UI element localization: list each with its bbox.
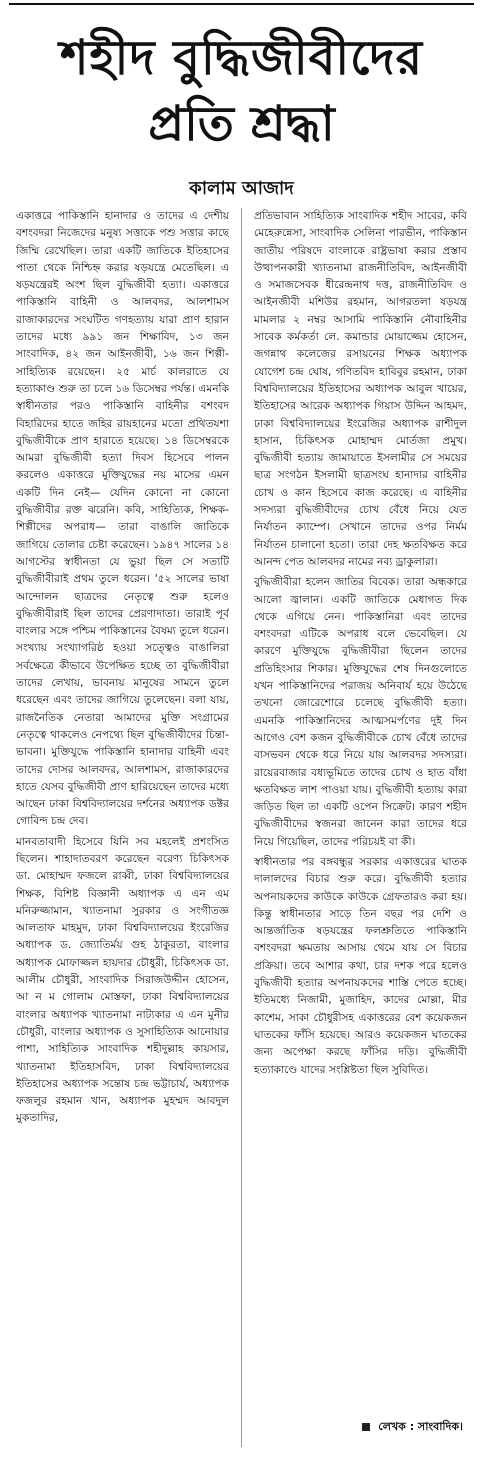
headline-line-1: শহীদ বুদ্ধিজীবীদের — [60, 30, 423, 86]
body-columns — [16, 208, 467, 1447]
column-left — [16, 208, 229, 1447]
column-right — [254, 208, 467, 1447]
headline — [0, 28, 483, 154]
byline: কালাম আজাদ — [189, 178, 294, 199]
paragraph: প্রতিভাবান সাহিত্যিক সাংবাদিক শহীদ সাবের, কবি মেহেরুন্নেসা, সাংবাদিক সেলিনা পারভীন, পাকিস্তান জাতীয় পরিষদে বাংলাকে রাষ্ট্রভাষা করার প্রস্তাব উত্থাপনকারী খ্যাতনামা রাজনীতিবিদ, আইনজীবী ও সমাজসেবক ধীরেন্দ্রনাথ দত্ত, রাজনীতিবিদ ও আইনজীবী মশিউর রহমান, আগরতলা ষড়যন্ত্র মামলার ২ নম্বর আসামি পাকিস্তানি নৌবাহিনীর সাবেক কর্মকর্তা লে. কমান্ডার মোয়াজ্জেম হোসেন, জগন্নাথ কলেজের রসায়নের শিক্ষক অধ্যাপক যোগেশ চন্দ্র ঘোষ, গণিতবিদ হাবিবুর রহমান, ঢাকা বিশ্ববিদ্যালয়ের ইতিহাসের অধ্যাপক আবুল খায়ের, ইতিহাসের আরেক অধ্যাপক গিয়াস উদ্দিন আহমদ, ঢাকা বিশ্ববিদ্যালয়ের ইংরেজির অধ্যাপক রাশীদুল হাসান, চিকিৎসক মোহাম্মদ মোর্তজা প্রমুখ। বুদ্ধিজীবী হত্যায় জামায়াতে ইসলামীর সে সময়ের ছাত্র সংগঠন ইসলামী ছাত্রসংঘ হানাদার বাহিনীর চোখ ও কান হিসেবে কাজ করেছে। এ বাহিনীর সদস্যরা বুদ্ধিজীবীদের চোখ বেঁধে নিয়ে যেত নির্যাতন ক্যাম্পে। সেখানে তাদের ওপর নির্মম নির্যাতন চালানো হতো। তারা দেহ ক্ষতবিক্ষত করে আনন্দ পেত আলবদর নামের নব্য ড্রাকুলারা। — [254, 210, 467, 568]
paragraph: একাত্তরে পাকিস্তানি হানাদার ও তাদের এ দেশীয় বশংবদরা নিজেদের মনুষ্য সত্তাকে পশু সত্তার কাছে জিম্মি রেখেছিল। তারা একটি জাতিকে ইতিহাসের পাতা থেকে নিশ্চিহ্ন করার ষড়যন্ত্রে মেতেছিল। এ ষড়যন্ত্রেরই অংশ ছিল বুদ্ধিজীবী হত্যা। একাত্তরে পাকিস্তানি বাহিনী ও আলবদর, আলশামস রাজাকারদের সংঘটিত গণহত্যায় যারা প্রাণ হারান তাদের মধ্যে ৯৯১ জন শিক্ষাবিদ, ১৩ জন সাংবাদিক, ৪২ জন আইনজীবী, ১৬ জন শিল্পী-সাহিত্যিক রয়েছেন। ২৫ মার্চ কালরাতে যে হত্যাকাণ্ড শুরু তা চলে ১৬ ডিসেম্বর পর্যন্ত। এমনকি স্বাধীনতার পরও পাকিস্তানি বাহিনীর বশংবদ বিহারিদের হাতে জহির রায়হানের মতো প্রথিতযশা বুদ্ধিজীবীকে প্রাণ হারাতে হয়েছে। ১৪ ডিসেম্বরকে আমরা বুদ্ধিজীবী হত্যা দিবস হিসেবে পালন করলেও একাত্তরে মুক্তিযুদ্ধের নয় মাসের এমন একটি দিন নেই— যেদিন কোনো না কোনো বুদ্ধিজীবীর রক্ত ঝরেনি। কবি, সাহিত্যিক, শিক্ষক-শিল্পীদের অপরাধ— তারা বাঙালি জাতিকে জাগিয়ে তোলার চেষ্টা করেছেন। ১৯৪৭ সালের ১৪ আগস্টের স্বাধীনতা যে ভুয়া ছিল সে সত্যটি বুদ্ধিজীবীরাই প্রথম তুলে ধরেন। '৫২ সালের ভাষা আন্দোলন ছাত্রদের নেতৃত্বে শুরু হলেও বুদ্ধিজীবীরাই ছিল তাদের প্রেরণাদাতা। তারাই পূর্ব বাংলার সঙ্গে পশ্চিম পাকিস্তানের বৈষম্য তুলে ধরেন। সংখ্যায় সংখ্যাগরিষ্ঠ হওয়া সত্ত্বেও বাঙালিরা সর্বক্ষেত্রে কীভাবে উপেক্ষিত হচ্ছে তা বুদ্ধিজীবীরা তাদের লেখায়, ভাবনায় মানুষের সামনে তুলে ধরেছেন এবং তাদের জাগিয়ে তুলেছেন। বলা যায়, রাজনৈতিক নেতারা আমাদের মুক্তি সংগ্রামের নেতৃত্বে থাকলেও নেপথ্যে ছিল বুদ্ধিজীবীদের চিন্তা-ভাবনা। মুক্তিযুদ্ধে পাকিস্তানি হানাদার বাহিনী এবং তাদের দোসর আলবদর, আলশামস, রাজাকারদের হাতে যেসব বুদ্ধিজীবী প্রাণ হারিয়েছেন তাদের মধ্যে আছেন ঢাকা বিশ্ববিদ্যালয়ের দর্শনের অধ্যাপক ডক্টর গোবিন্দ চন্দ্র দেব। — [16, 210, 229, 828]
paragraph: মানবতাবাদী হিসেবে যিনি সব মহলেই প্রশংসিত ছিলেন। শাহাদাতবরণ করেছেন বরেণ্য চিকিৎসক ডা. মোহাম্মদ ফজলে রাব্বী, ঢাকা বিশ্ববিদ্যালয়ের শিক্ষক, বিশিষ্ট বিজ্ঞানী অধ্যাপক এ এন এম মনিরুজ্জামান, খ্যাতনামা সুরকার ও সংগীতজ্ঞ আলতাফ মাহমুদ, ঢাকা বিশ্ববিদ্যালয়ের ইংরেজির অধ্যাপক ড. জ্যোতির্ময় গুহ ঠাকুরতা, বাংলার অধ্যাপক মোফাজ্জল হায়দার চৌধুরী, চিকিৎসক ডা. আলীম চৌধুরী, সাংবাদিক সিরাজউদ্দীন হোসেন, আ ন ম গোলাম মোস্তফা, ঢাকা বিশ্ববিদ্যালয়ের বাংলার অধ্যাপক খ্যাতনামা নাট্যকার এ এন মুনীর চৌধুরী, বাংলার অধ্যাপক ও সুসাহিত্যিক আনোয়ার পাশা, সাহিত্যিক সাংবাদিক শহীদুল্লাহ কায়সার, খ্যাতনামা ইতিহাসবিদ, ঢাকা বিশ্ববিদ্যালয়ের ইতিহাসের অধ্যাপক সন্তোষ চন্দ্র ভট্টাচার্য, অধ্যাপক ফজলুর রহমান খান, অধ্যাপক মুহম্মদ আবদুল মুকতাদির, — [16, 835, 229, 1125]
column-divider — [241, 208, 242, 1447]
author-note-text: লেখক : সাংবাদিক। — [378, 1420, 463, 1433]
paragraph: স্বাধীনতার পর বঙ্গবন্ধুর সরকার একাত্তরের ঘাতক দালালদের বিচার শুরু করে। বুদ্ধিজীবী হত্যার অপনায়কদের কাউকে কাউকে গ্রেফতারও করা হয়। কিন্তু স্বাধীনতার সাড়ে তিন বছর পর দেশি ও আন্তর্জাতিক ষড়যন্ত্রের ফলশ্রুতিতে পাকিস্তানি বশংবদরা ক্ষমতায় আসায় থেমে যায় সে বিচার প্রক্রিয়া। তবে আশার কথা, চার দশক পরে হলেও বুদ্ধিজীবী হত্যার অপনায়কদের শাস্তি পেতে হচ্ছে। ইতিমধ্যে নিজামী, মুজাহিদ, কাদের মোল্লা, মীর কাশেম, সাকা চৌধুরীসহ একাত্তরের বেশ কয়েকজন ঘাতকের ফাঁসি হয়েছে। আরও কয়েকজন ঘাতকের জন্য অপেক্ষা করছে ফাঁসির দড়ি। বুদ্ধিজীবী হত্যাকাণ্ডে যাদের সংশ্লিষ্টতা ছিল সুবিদিত। — [254, 855, 467, 1076]
square-bullet-icon — [362, 1423, 370, 1431]
headline-line-2: প্রতি শ্রদ্ধা — [148, 96, 335, 152]
top-rule — [9, 3, 474, 5]
paragraph: বুদ্ধিজীবীরা হলেন জাতির বিবেক। তারা অন্ধকারে আলো জ্বালান। একটি জাতিকে মেধাগত দিক থেকে এগিয়ে নেন। পাকিস্তানিরা এবং তাদের বশংবদরা এটিকে অপরাধ বলে ভেবেছিল। যে কারণে মুক্তিযুদ্ধে বুদ্ধিজীবীরা ছিলেন তাদের প্রতিহিংসার শিকার। মুক্তিযুদ্ধের শেষ দিনগুলোতে যখন পাকিস্তানিদের পরাজয় অনিবার্য হয়ে উঠেছে তখনো জোরেশোরে চলেছে বুদ্ধিজীবী হত্যা। এমনকি পাকিস্তানিদের আত্মসমর্পণের দুই দিন আগেও বেশ কজন বুদ্ধিজীবীকে চোখ বেঁধে তাদের বাসভবন থেকে ধরে নিয়ে যায় আলবদর সদস্যরা। রায়েরবাজার বধ্যভূমিতে তাদের চোখ ও হাত বাঁধা ক্ষতবিক্ষত লাশ পাওয়া যায়। বুদ্ধিজীবী হত্যায় কারা জড়িত ছিল তা একটি ওপেন সিক্রেট। কারণ শহীদ বুদ্ধিজীবীদের স্বজনরা জানেন কারা তাদের ধরে নিয়ে গিয়েছিল, তাদের পরিচয়ই বা কী। — [254, 576, 467, 848]
author-note — [362, 1418, 463, 1437]
